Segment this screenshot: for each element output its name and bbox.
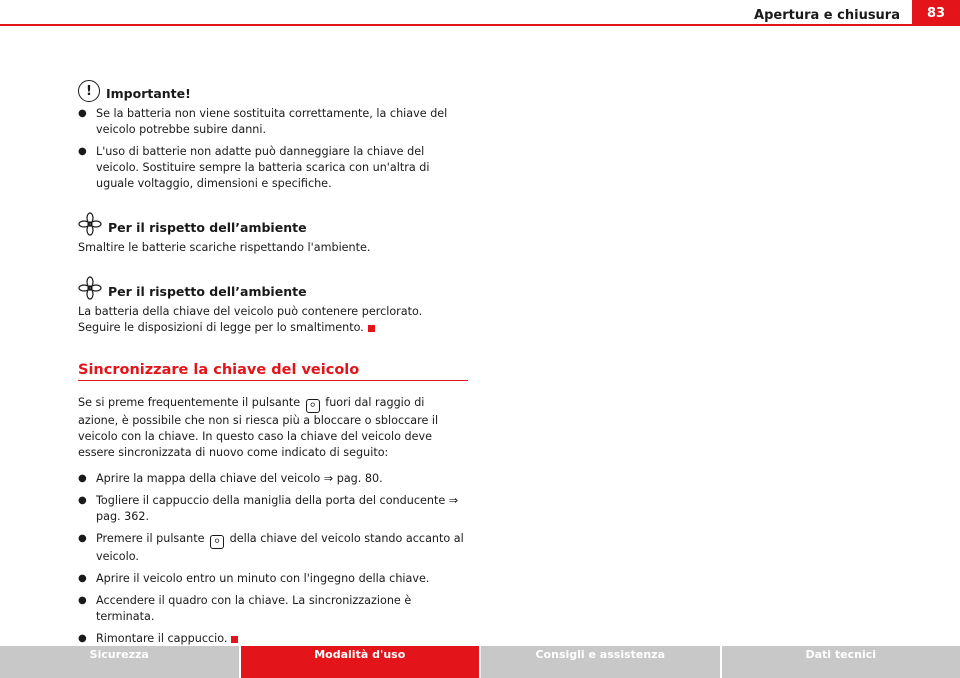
footer-nav	[0, 646, 960, 678]
unlock-key-icon: ⚪	[210, 535, 224, 549]
section-intro: Se si preme frequentemente il pulsante ⚪ fuori dal raggio di azione, è possibile che non si riesca più a bloccare o sbloccare il veicolo con la chiave. In questo caso la chiave del veicolo deve essere sincronizzata di nuovo come indicato di seguito:	[78, 396, 439, 459]
section-title: Sincronizzare la chiave del veicolo	[78, 362, 468, 381]
list-item: ● Accendere il quadro con la chiave. La sincronizzazione è terminata.	[78, 593, 468, 625]
list-item: ● Premere il pulsante ⚪ della chiave del veicolo stando accanto al veicolo.	[78, 531, 468, 565]
page-content	[78, 80, 468, 653]
environment-text: Smaltire le batterie scariche rispettando l'ambiente.	[78, 241, 371, 254]
flower-icon	[78, 276, 102, 300]
environment-heading-text: Per il rispetto dell’ambiente	[108, 220, 307, 235]
list-item: ● L'uso di batterie non adatte può danneggiare la chiave del veicolo. Sostituire sempre la batteria scarica con un'altra di uguale voltaggio, dimensioni e specifiche.	[78, 144, 468, 192]
page-number: 83	[912, 0, 960, 26]
list-item: ● Aprire il veicolo entro un minuto con l'ingegno della chiave.	[78, 571, 468, 587]
environment-heading	[78, 276, 468, 300]
tab-dati-tecnici[interactable]: Dati tecnici	[722, 646, 960, 678]
tab-consigli-assistenza[interactable]: Consigli e assistenza	[481, 646, 722, 678]
list-item: ● Se la batteria non viene sostituita correttamente, la chiave del veicolo potrebbe subire danni.	[78, 106, 468, 138]
flower-icon	[78, 212, 102, 236]
header-rule	[0, 24, 960, 26]
end-of-section-marker	[231, 636, 238, 643]
environment-heading-text: Per il rispetto dell’ambiente	[108, 284, 307, 299]
tab-sicurezza[interactable]: Sicurezza	[0, 646, 241, 678]
exclamation-icon: !	[78, 80, 100, 102]
environment-text: La batteria della chiave del veicolo può contenere perclorato. Seguire le disposizioni di legge per lo smaltimento.	[78, 305, 423, 334]
environment-heading	[78, 212, 468, 236]
list-item: ● Togliere il cappuccio della maniglia della porta del conducente ⇒ pag. 362.	[78, 493, 468, 525]
end-of-section-marker	[368, 325, 375, 332]
list-item: ● Rimontare il cappuccio.	[78, 631, 468, 647]
tab-modalita-duso[interactable]: Modalità d'uso	[241, 646, 482, 678]
important-heading	[78, 80, 468, 102]
list-item: ● Aprire la mappa della chiave del veicolo ⇒ pag. 80.	[78, 471, 468, 487]
important-heading-text: Importante!	[106, 86, 191, 101]
chapter-title: Apertura e chiusura	[754, 8, 900, 23]
unlock-key-icon: ⚪	[306, 399, 320, 413]
